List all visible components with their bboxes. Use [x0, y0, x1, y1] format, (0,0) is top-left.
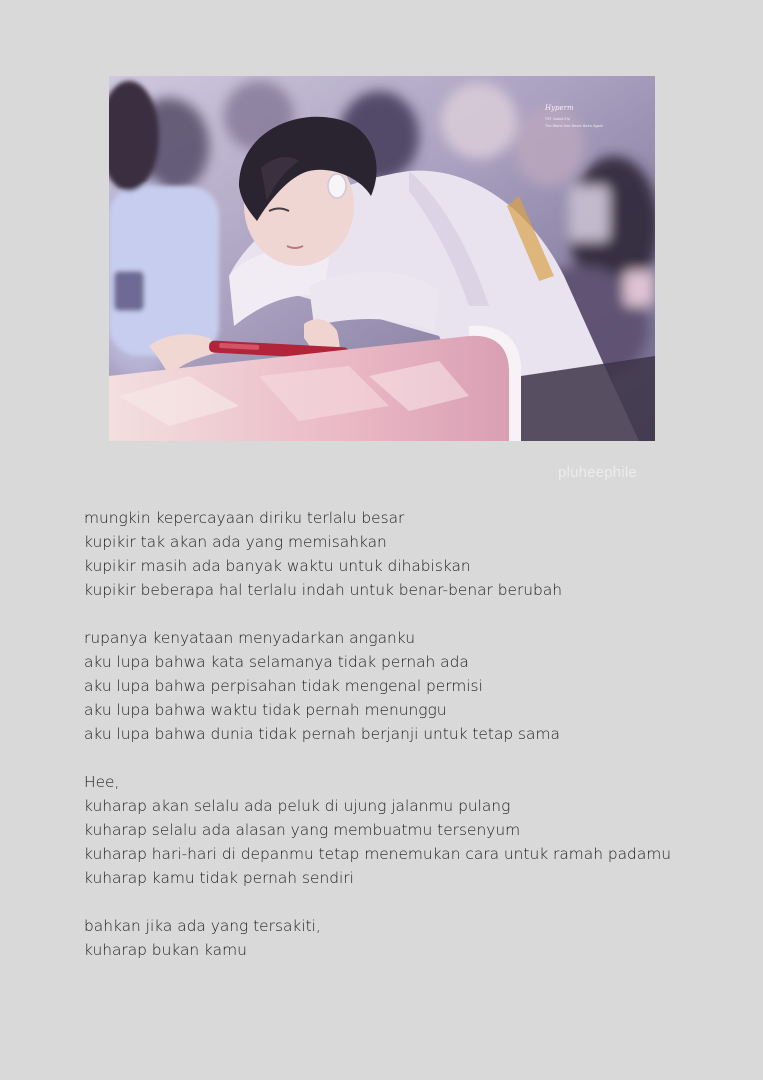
poem-line: rupanya kenyataan menyadarkan anganku [84, 629, 415, 647]
poem-stanza-4 [84, 914, 724, 962]
caption-line-1: Hyperm [545, 104, 574, 112]
poem-line: kupikir tak akan ada yang memisahkan [84, 533, 387, 551]
concert-photo [109, 76, 655, 441]
poem-line: Hee, [84, 773, 120, 791]
poem-line: kupikir masih ada banyak waktu untuk dihabiskan [84, 557, 471, 575]
poem-line: kuharap bukan kamu [84, 941, 247, 959]
watermark: pluheephile [558, 464, 637, 481]
poem-line: kuharap akan selalu ada peluk di ujung jalanmu pulang [84, 797, 511, 815]
caption-line-2: TXT SoobinTip [545, 117, 570, 121]
poem-line: aku lupa bahwa dunia tidak pernah berjanji untuk tetap sama [84, 725, 560, 743]
poem-stanza-1 [84, 506, 724, 602]
poem-line: kupikir beberapa hal terlalu indah untuk benar-benar berubah [84, 581, 563, 599]
poem-line: aku lupa bahwa kata selamanya tidak pernah ada [84, 653, 469, 671]
poem-line: bahkan jika ada yang tersakiti, [84, 917, 321, 935]
poem-line: aku lupa bahwa waktu tidak pernah menunggu [84, 701, 447, 719]
concert-photo-illustration [109, 76, 655, 441]
poem [84, 506, 724, 986]
poem-line: kuharap hari-hari di depanmu tetap menemukan cara untuk ramah padamu [84, 845, 672, 863]
poem-line: mungkin kepercayaan diriku terlalu besar [84, 509, 405, 527]
poem-line: kuharap kamu tidak pernah sendiri [84, 869, 354, 887]
poem-stanza-2 [84, 626, 724, 746]
poem-line: aku lupa bahwa perpisahan tidak mengenal permisi [84, 677, 483, 695]
caption-line-3: The World Has Never Been Again [545, 124, 604, 128]
poem-stanza-3 [84, 770, 724, 890]
poem-line: kuharap selalu ada alasan yang membuatmu tersenyum [84, 821, 521, 839]
